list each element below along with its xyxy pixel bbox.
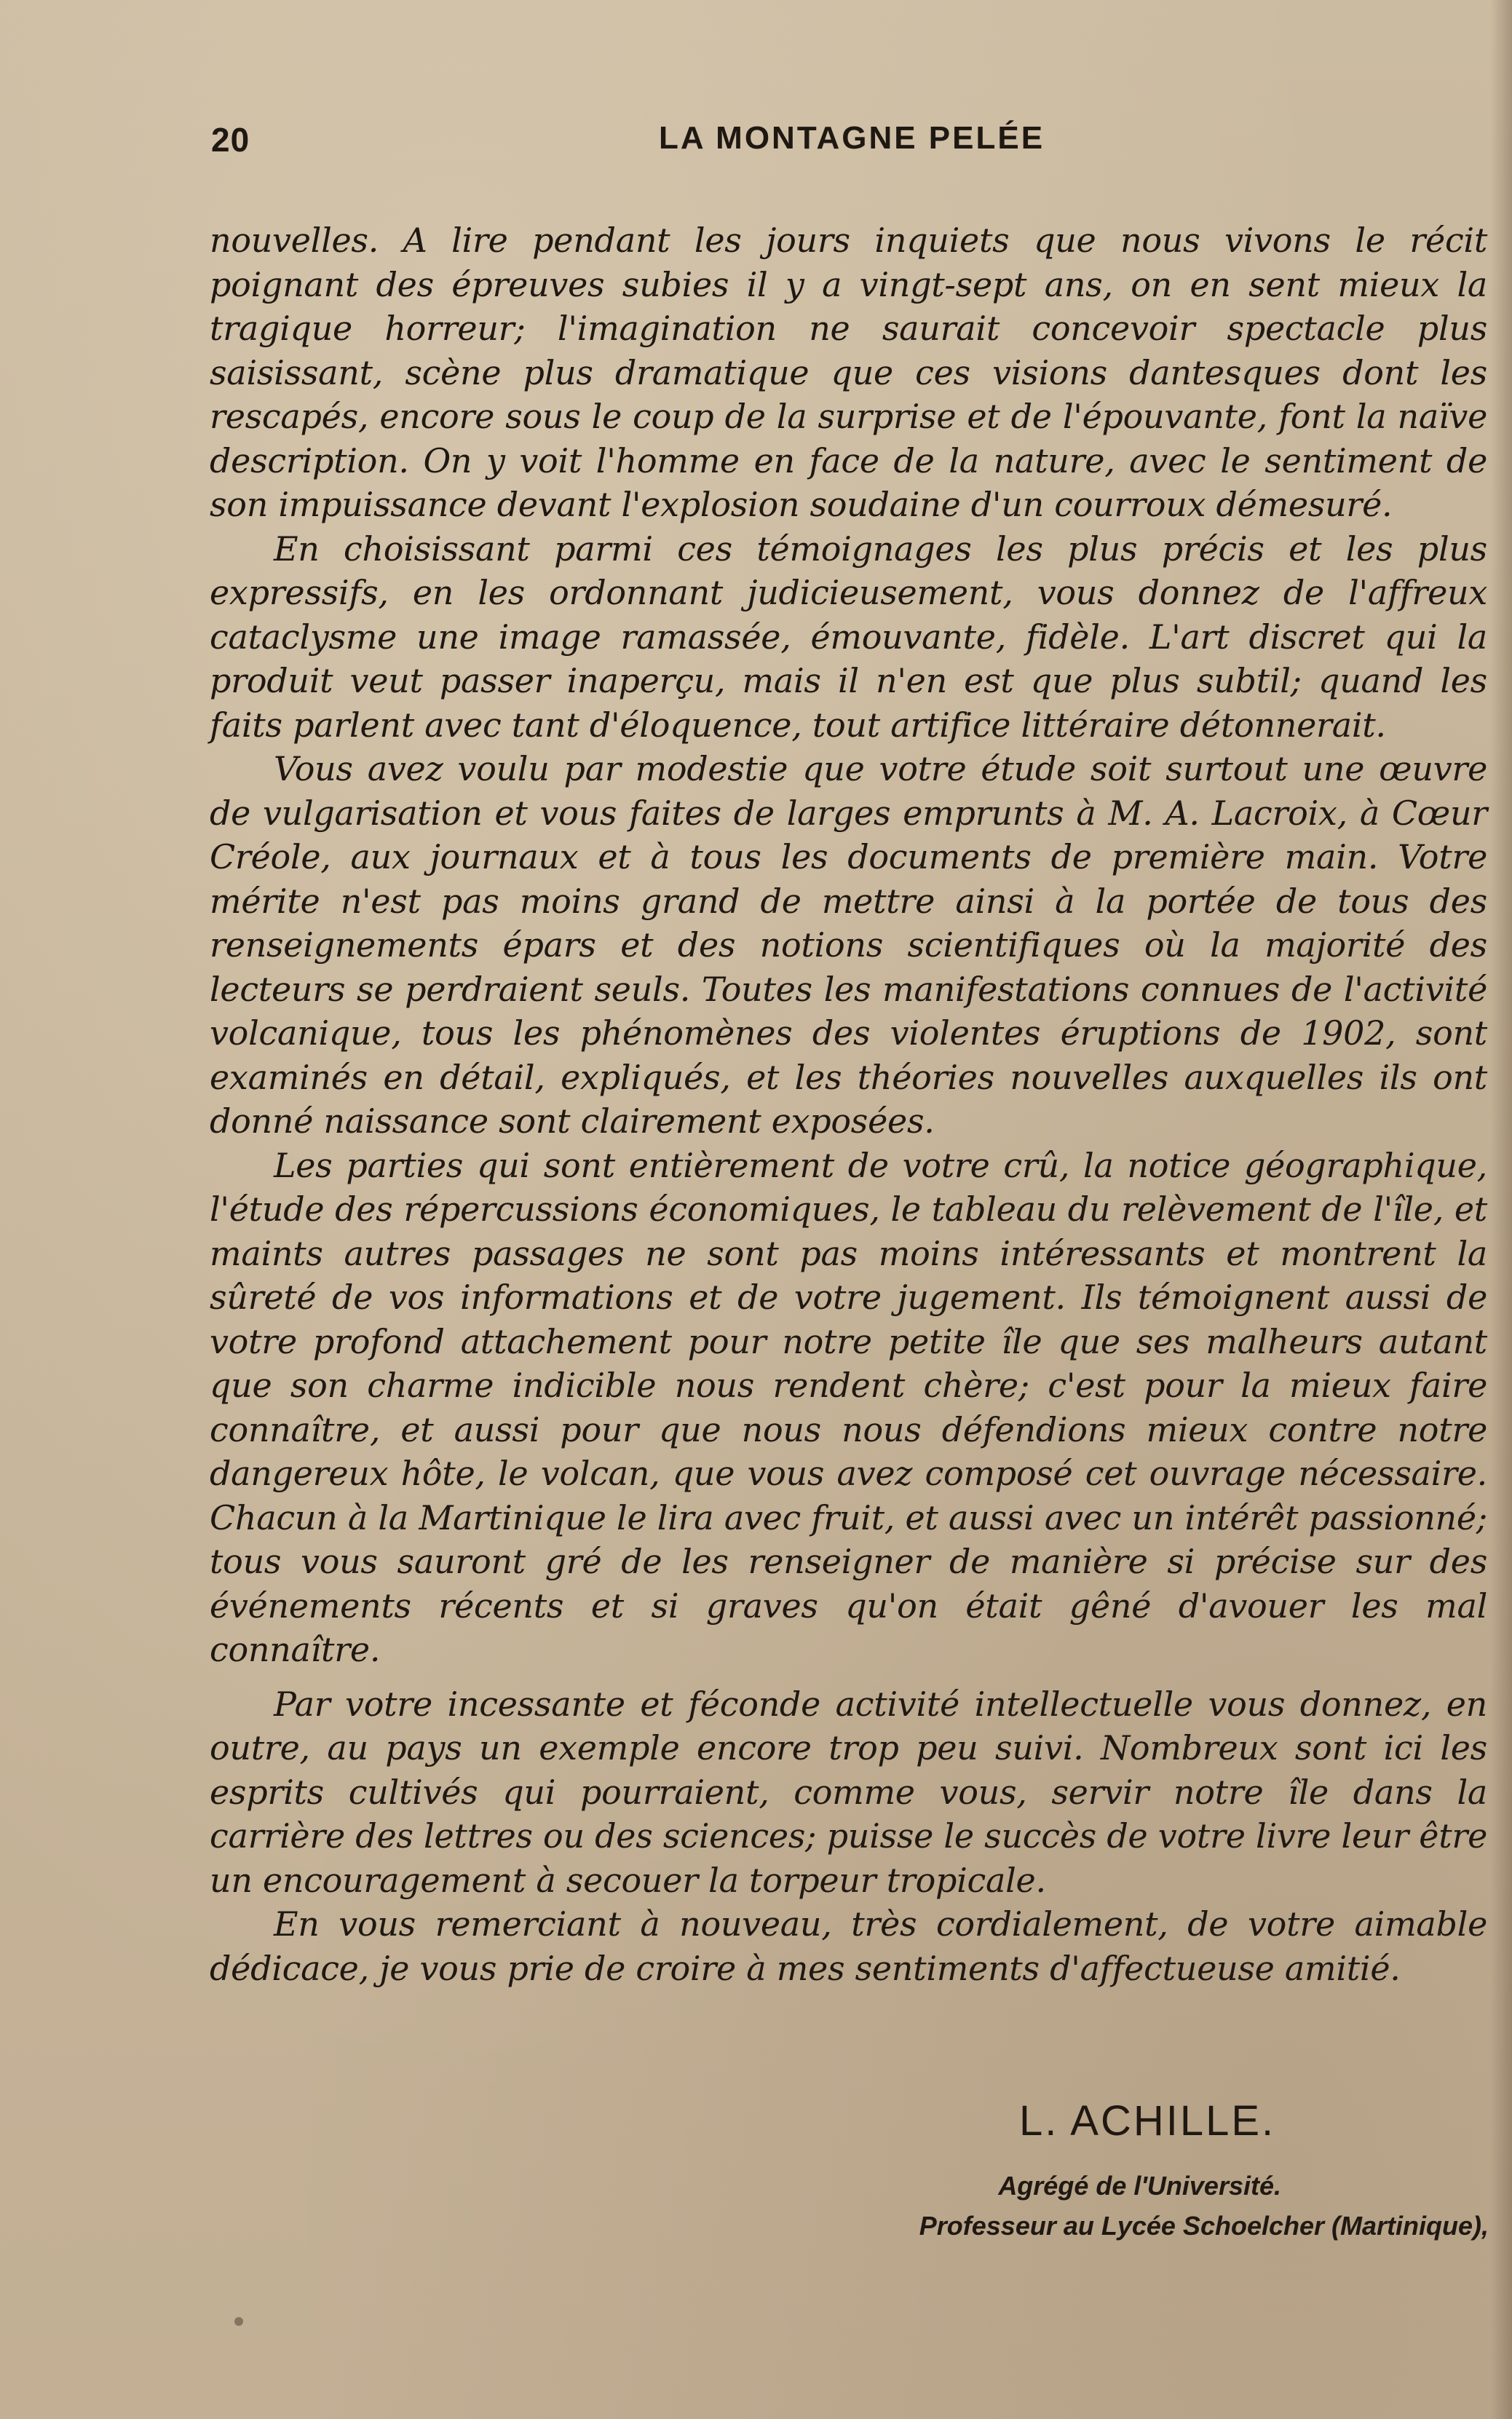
page-edge-shadow: [1490, 0, 1512, 2419]
paragraph-1: nouvelles. A lire pendant les jours inquiets que nous vivons le récit poignant des épreuves subies il y a vingt-sept ans, on en sent mieux la tragique horreur; l'imagination ne saurait concevoir spectacle plus saisissant, scène plus dramatique que ces visions dantesques dont les rescapés, encore sous le coup de la surprise et de l'épouvante, font la naïve description. On y voit l'homme en face de la nature, avec le sentiment de son impuissance devant l'explosion soudaine d'un courroux démesuré.: [210, 221, 1487, 524]
signer-credentials: [0, 2166, 1489, 2246]
letter-body: [210, 218, 1487, 1990]
paragraph-3: Vous avez voulu par modestie que votre étude soit surtout une œuvre de vulgarisation et vous faites de larges emprunts à M. A. Lacroix, à Cœur Créole, aux journaux et à tous les documents de première main. Votre mérite n'est pas moins grand de mettre ainsi à la portée de tous des renseignements épars et des notions scientifiques où la majorité des lecteurs se perdraient seuls. Toutes les manifestations connues de l'activité volcanique, tous les phénomènes des violentes éruptions de 1902, sont examinés en détail, expliqués, et les théories nouvelles auxquelles ils ont donné naissance sont clairement exposées.: [210, 749, 1487, 1141]
page-number: 20: [211, 121, 250, 159]
paragraph-4: Les parties qui sont entièrement de votre crû, la notice géographique, l'étude des répercussions économiques, le tableau du relèvement de l'île, et maints autres passages ne sont pas moins intéressants et montrent la sûreté de vos informations et de votre jugement. Ils témoignent aussi de votre profond attachement pour notre petite île que ses malheurs autant que son charme indicible nous rendent chère; c'est pour la mieux faire connaître, et aussi pour que nous nous défendions mieux contre notre dangereux hôte, le volcan, que vous avez composé cet ouvrage nécessaire. Chacun à la Martinique le lira avec fruit, et aussi avec un intérêt passionné; tous vous sauront gré de les renseigner de manière si précise sur des événements récents et si graves qu'on était gêné d'avouer les mal connaître.: [210, 1145, 1487, 1669]
paper-spot: [234, 2317, 243, 2326]
signer-title-line-1: Agrégé de l'Université.: [998, 2171, 1281, 2201]
signer-title-line-2: Professeur au Lycée Schoelcher (Martinique),: [919, 2211, 1489, 2241]
paragraph-2: En choisissant parmi ces témoignages les plus précis et les plus expressifs, en les ordonnant judicieusement, vous donnez de l'affreux cataclysme une image ramassée, émouvante, fidèle. L'art discret qui la produit veut passer inaperçu, mais il n'en est que plus subtil; quand les faits parlent avec tant d'éloquence, tout artifice littéraire détonnerait.: [210, 528, 1487, 745]
paragraph-5: Par votre incessante et féconde activité intellectuelle vous donnez, en outre, au pays un exemple encore trop peu suivi. Nombreux sont ici les esprits cultivés qui pourraient, comme vous, servir notre île dans la carrière des lettres ou des sciences; puisse le succès de votre livre leur être un encouragement à secouer la torpeur tropicale.: [210, 1684, 1487, 1900]
paragraph-6: En vous remerciant à nouveau, très cordialement, de votre aimable dédicace, je vous prie de croire à mes sentiments d'affectueuse amitié.: [210, 1904, 1487, 1988]
signer-name: L. ACHILLE.: [1019, 2097, 1276, 2145]
page-header: [211, 120, 1492, 171]
running-title: LA MONTAGNE PELÉE: [658, 120, 1045, 156]
